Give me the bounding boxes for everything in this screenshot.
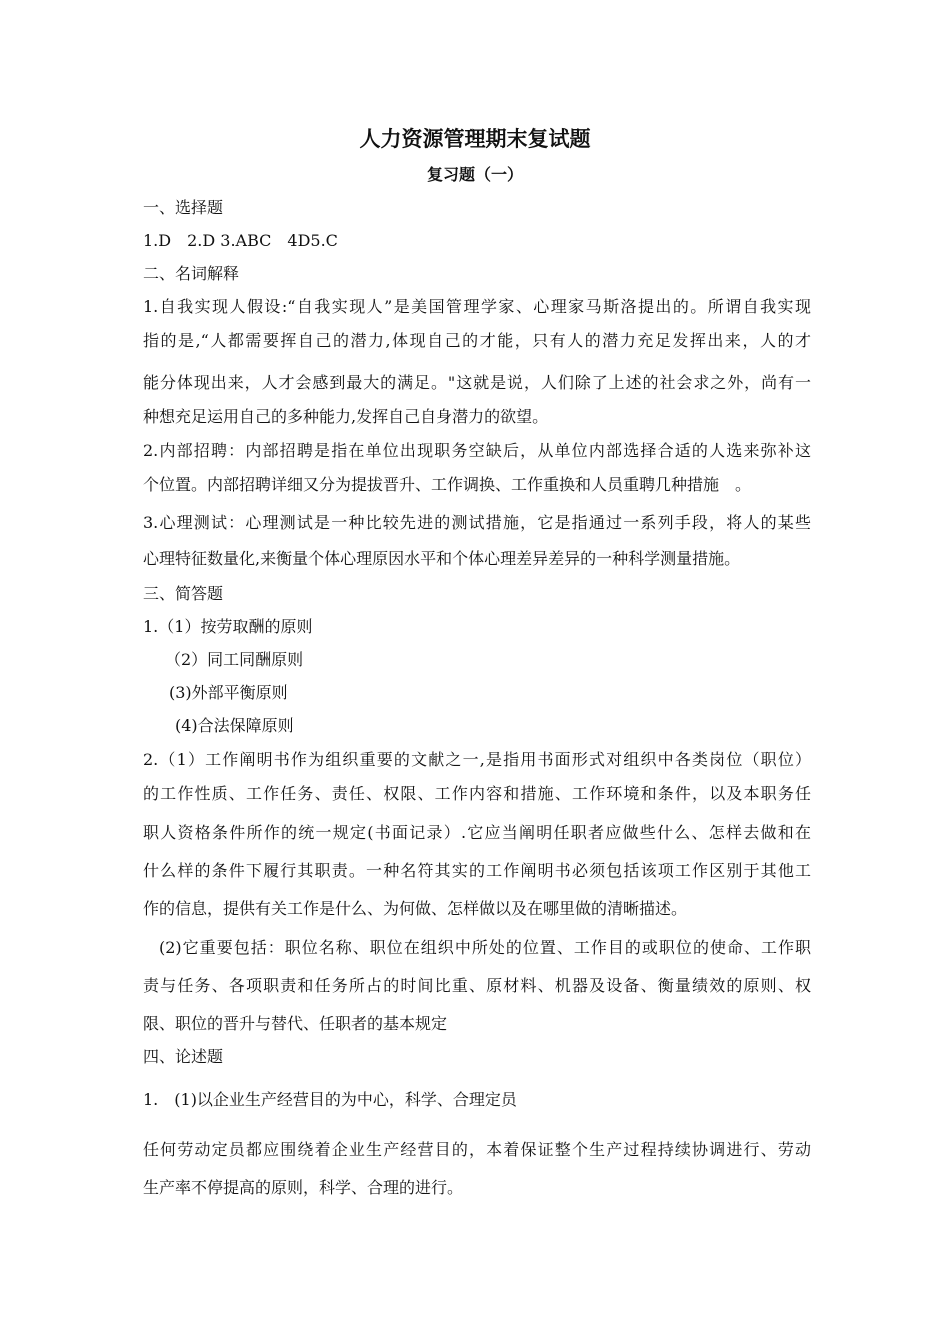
choice-answers: 1.D 2.D 3.ABC 4D5.C <box>143 231 338 250</box>
short-answer-line: 责与任务、各项职责和任务所占的时间比重、原材料、机器及设备、衡量绩效的原则、权 <box>143 976 811 995</box>
document-subtitle: 复习题（一） <box>426 165 523 184</box>
section-heading-choice: 一、选择题 <box>143 198 224 217</box>
term-line: 指的是,“人都需要挥自己的潜力,体现自己的才能，只有人的潜力充足发挥出来，人的才 <box>143 331 811 350</box>
short-answer-line: 限、职位的晋升与替代、任职者的基本规定 <box>143 1014 448 1033</box>
short-answer-line: 职人资格条件所作的统一规定(书面记录）.它应当阐明任职者应做些什么、怎样去做和在 <box>143 823 811 842</box>
essay-line: 生产率不停提高的原则，科学、合理的进行。 <box>143 1178 464 1197</box>
term-line: 3.心理测试：心理测试是一种比较先进的测试措施，它是指通过一系列手段，将人的某些 <box>143 513 811 532</box>
short-answer-line: 1.（1）按劳取酬的原则 <box>143 617 313 636</box>
section-heading-short: 三、简答题 <box>143 584 224 603</box>
section-heading-terms: 二、名词解释 <box>143 264 240 283</box>
term-line: 1.自我实现人假设:“自我实现人”是美国管理学家、心理家马斯洛提出的。所谓自我实现 <box>143 297 811 316</box>
short-answer-line: (4)合法保障原则 <box>175 716 294 735</box>
short-answer-line: (2)它重要包括：职位名称、职位在组织中所处的位置、工作目的或职位的使命、工作职 <box>159 938 811 957</box>
term-line: 2.内部招聘：内部招聘是指在单位出现职务空缺后，从单位内部选择合适的人选来弥补这 <box>143 441 811 460</box>
short-answer-line: （2）同工同酬原则 <box>165 650 304 669</box>
short-answer-line: 作的信息，提供有关工作是什么、为何做、怎样做以及在哪里做的清晰描述。 <box>143 899 688 918</box>
short-answer-line: 2.（1）工作阐明书作为组织重要的文献之一,是指用书面形式对组织中各类岗位（职位） <box>143 750 811 769</box>
term-line: 能分体现出来，人才会感到最大的满足。"这就是说，人们除了上述的社会求之外，尚有一 <box>143 373 811 392</box>
short-answer-line: (3)外部平衡原则 <box>169 683 288 702</box>
term-line: 种想充足运用自己的多种能力,发挥自己自身潜力的欲望。 <box>143 407 549 426</box>
term-line: 心理特征数量化,来衡量个体心理原因水平和个体心理差异差异的一种科学测量措施。 <box>143 549 741 568</box>
essay-line: 任何劳动定员都应围绕着企业生产经营目的，本着保证整个生产过程持续协调进行、劳动 <box>143 1140 811 1159</box>
short-answer-line: 什么样的条件下履行其职责。一种名符其实的工作阐明书必须包括该项工作区别于其他工 <box>143 861 811 880</box>
document-title: 人力资源管理期末复试题 <box>359 127 591 151</box>
essay-heading: 1. (1)以企业生产经营目的为中心，科学、合理定员 <box>143 1090 517 1109</box>
term-line: 个位置。内部招聘详细又分为提拔晋升、工作调换、工作重换和人员重聘几种措施 。 <box>143 475 752 494</box>
short-answer-line: 的工作性质、工作任务、责任、权限、工作内容和措施、工作环境和条件，以及本职务任 <box>143 784 811 803</box>
section-heading-essay: 四、论述题 <box>143 1047 224 1066</box>
